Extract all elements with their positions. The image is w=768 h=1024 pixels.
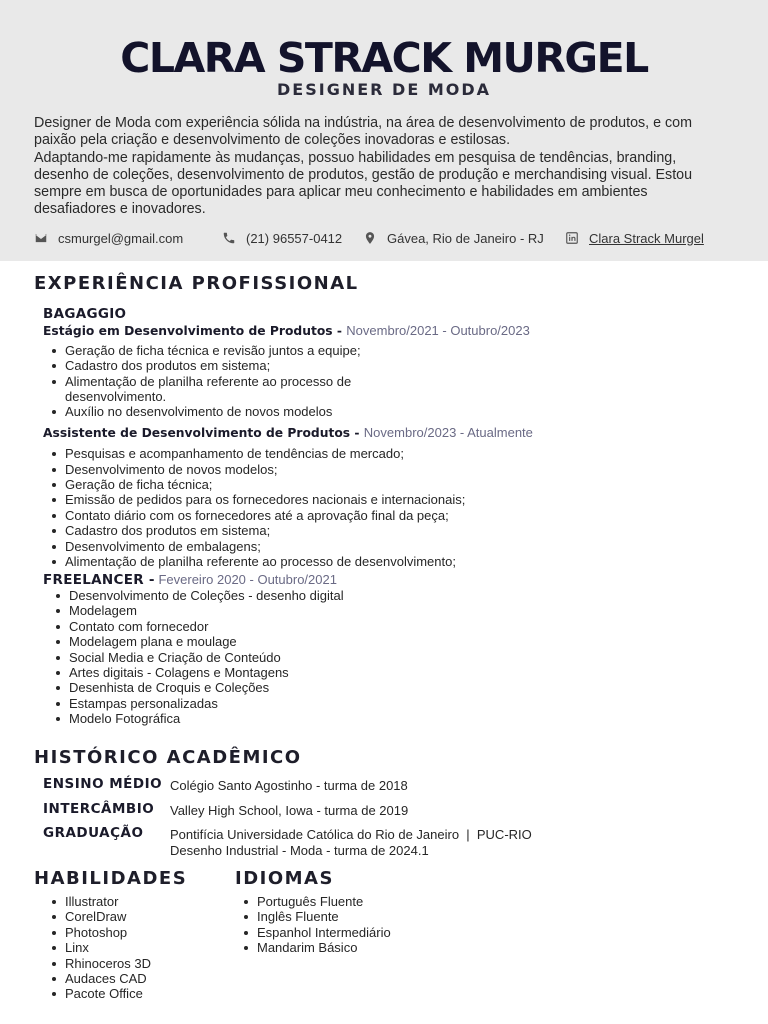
contact-phone[interactable] <box>222 229 342 247</box>
list-item: Contato diário com os fornecedores até a aprovação final da peça; <box>43 508 743 523</box>
job-responsibilities-list <box>43 343 743 420</box>
list-item: Linx <box>43 940 223 955</box>
list-item: Pesquisas e acompanhamento de tendências de mercado; <box>43 446 743 461</box>
list-item: Cadastro dos produtos em sistema; <box>43 358 743 373</box>
list-item-continuation-text: desenvolvimento. <box>65 389 167 405</box>
list-item: Modelagem plana e moulage <box>47 634 743 649</box>
contact-email[interactable] <box>34 229 183 247</box>
education-value: Valley High School, Iowa - turma de 2019 <box>170 803 409 818</box>
education-label: ENSINO MÉDIO <box>43 776 163 792</box>
skills-list <box>43 894 223 1002</box>
contact-email-text: csmurgel@gmail.com <box>58 230 184 246</box>
freelancer-period: Fevereiro 2020 - Outubro/2021 <box>158 571 337 587</box>
languages-section <box>235 894 485 956</box>
languages-section-title: IDIOMAS <box>235 868 334 889</box>
skills-section <box>43 894 223 1002</box>
job-responsibilities-list <box>43 446 743 569</box>
summary-paragraph-2: Adaptando-me rapidamente às mudanças, possuo habilidades em pesquisa de tendências, branding, desenho de coleções, desenvolvimento de produtos, gestão de produção e merchandising visual. Estou sempre em busca de oportunidades para aplicar meu conhecimento e habilidades em ambientes desafiadores e inovadores. <box>34 149 693 218</box>
list-item: Modelo Fotográfica <box>47 711 743 726</box>
contact-bar <box>34 229 734 247</box>
skills-section-title: HABILIDADES <box>34 868 188 889</box>
list-item: Pacote Office <box>43 986 223 1001</box>
list-item: Estampas personalizadas <box>47 696 743 711</box>
list-item: Artes digitais - Colagens e Montagens <box>47 665 743 680</box>
contact-location <box>363 229 544 247</box>
list-item: Rhinoceros 3D <box>43 956 223 971</box>
education-section-title: HISTÓRICO ACADÊMICO <box>34 747 302 768</box>
freelancer-heading <box>43 572 743 588</box>
list-item: Modelagem <box>47 603 743 618</box>
company-name: BAGAGGIO <box>43 306 127 322</box>
job-title: Assistente de Desenvolvimento de Produtos - <box>43 425 360 440</box>
list-item: Alimentação de planilha referente ao processo de desenvolvimento; <box>43 554 743 569</box>
summary-paragraph-1: Designer de Moda com experiência sólida na indústria, na área de desenvolvimento de produtos, e com paixão pela criação e desenvolvimento de coleções inovadoras e estilosas. <box>34 115 693 149</box>
list-item: Audaces CAD <box>43 971 223 986</box>
list-item: Espanhol Intermediário <box>235 925 485 940</box>
education-value: Colégio Santo Agostinho - turma de 2018 <box>170 778 408 793</box>
professional-summary <box>34 115 724 219</box>
candidate-role: DESIGNER DE MODA <box>277 80 491 99</box>
experience-section-title: EXPERIÊNCIA PROFISSIONAL <box>34 273 359 294</box>
education-label: GRADUAÇÃO <box>43 825 144 841</box>
education-label: INTERCÂMBIO <box>43 801 155 817</box>
list-item: Auxílio no desenvolvimento de novos modelos <box>43 404 743 419</box>
job-period: Novembro/2023 - Atualmente <box>363 424 533 440</box>
location-pin-icon <box>363 231 377 245</box>
list-item: Desenvolvimento de novos modelos; <box>43 462 743 477</box>
freelancer-title: FREELANCER - <box>43 571 155 588</box>
linkedin-icon <box>565 231 579 245</box>
list-item: Desenvolvimento de Coleções - desenho digital <box>47 588 743 603</box>
list-item: Alimentação de planilha referente ao processo de <box>43 374 743 389</box>
candidate-name: CLARA STRACK MURGEL <box>120 34 648 82</box>
freelancer-activities-list <box>47 588 743 727</box>
job-period: Novembro/2021 - Outubro/2023 <box>346 323 530 339</box>
list-item: Photoshop <box>43 925 223 940</box>
phone-icon <box>222 231 236 245</box>
list-item: CorelDraw <box>43 909 223 924</box>
job-title: Estágio em Desenvolvimento de Produtos - <box>43 324 342 339</box>
contact-location-text: Gávea, Rio de Janeiro - RJ <box>387 230 544 246</box>
list-item: Desenhista de Croquis e Coleções <box>47 680 743 695</box>
list-item: Emissão de pedidos para os fornecedores nacionais e internacionais; <box>43 492 743 507</box>
list-item: Cadastro dos produtos em sistema; <box>43 523 743 538</box>
list-item: Geração de ficha técnica; <box>43 477 743 492</box>
list-item: Illustrator <box>43 894 223 909</box>
header-banner <box>0 0 768 261</box>
list-item: Social Media e Criação de Conteúdo <box>47 650 743 665</box>
languages-list <box>235 894 485 956</box>
education-value-detail: Desenho Industrial - Moda - turma de 2024.1 <box>170 843 429 858</box>
experience-section <box>43 307 743 727</box>
contact-linkedin[interactable] <box>565 229 704 247</box>
email-icon <box>34 231 48 245</box>
job-heading <box>43 425 743 441</box>
job-heading <box>43 323 743 339</box>
list-item: Geração de ficha técnica e revisão juntos a equipe; <box>43 343 743 358</box>
contact-phone-text: (21) 96557-0412 <box>246 230 343 246</box>
list-item: Português Fluente <box>235 894 485 909</box>
list-item: Contato com fornecedor <box>47 619 743 634</box>
list-item: Inglês Fluente <box>235 909 485 924</box>
list-item: Desenvolvimento de embalagens; <box>43 539 743 554</box>
list-item-continuation <box>43 389 743 404</box>
contact-linkedin-link[interactable]: Clara Strack Murgel <box>589 230 704 246</box>
education-value: Pontifícia Universidade Católica do Rio de Janeiro | PUC-RIO <box>170 827 532 842</box>
list-item: Mandarim Básico <box>235 940 485 955</box>
